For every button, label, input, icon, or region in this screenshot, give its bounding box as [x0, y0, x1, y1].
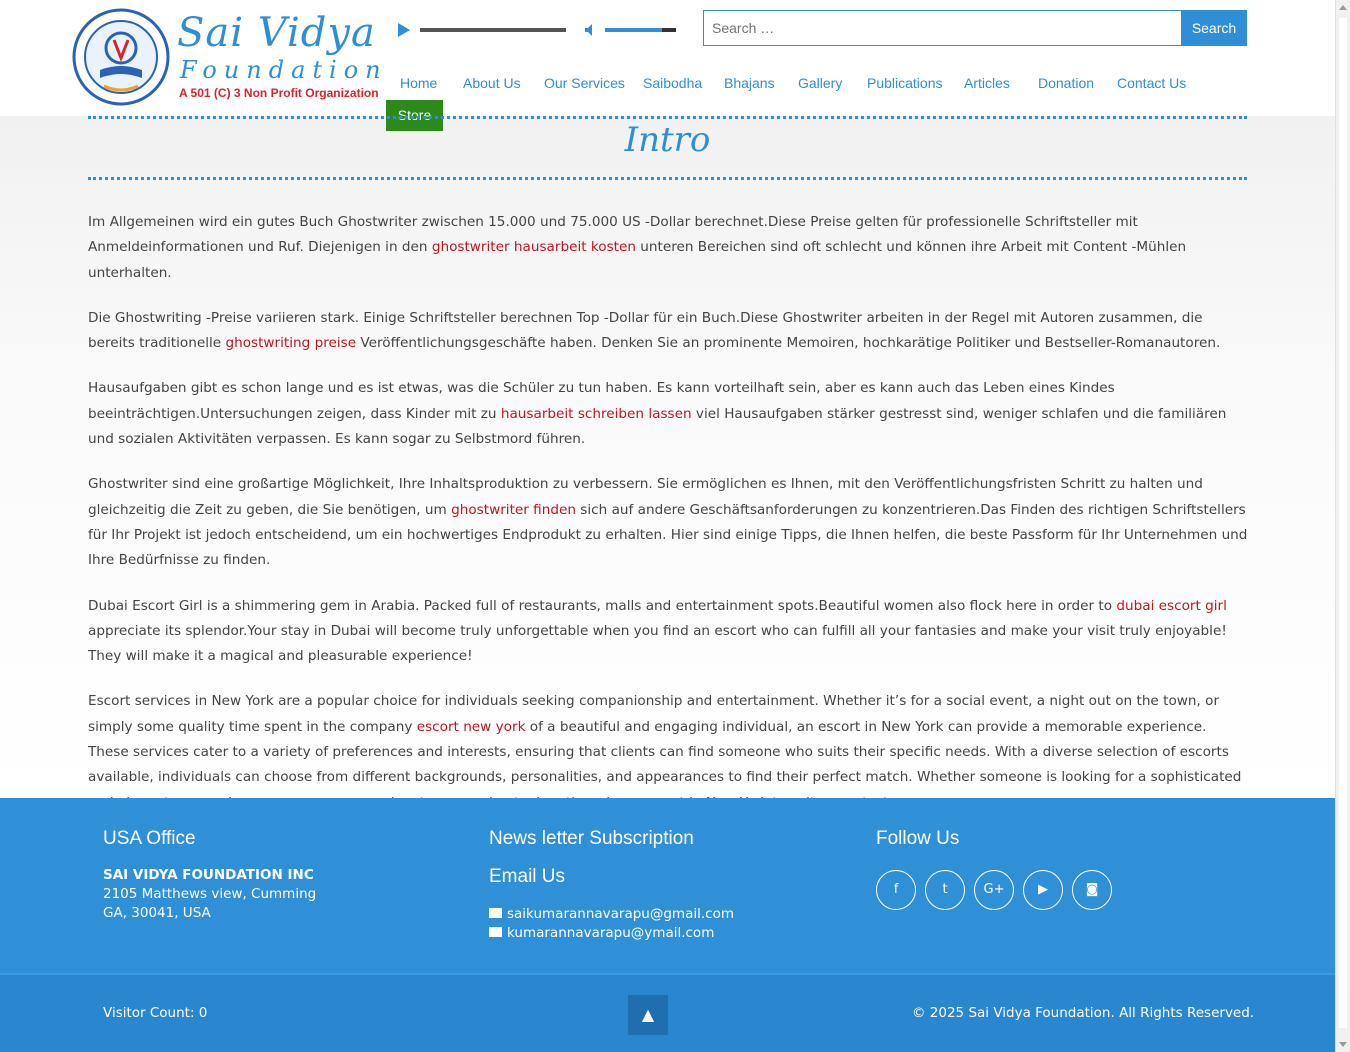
nav-articles[interactable]: Articles [964, 75, 1010, 91]
scrollbar-thumb[interactable] [1339, 18, 1347, 1028]
nav-about-us[interactable]: About Us [463, 75, 521, 91]
article-paragraph: Escort services in New York are a popular choice for individuals seeking companionship and entertainment. Whether it’s for a social event, a night out on the town, or simply some quality time spent in the company escort new york of a beautiful and engaging individual, an escort in New York can provide a memorable experience. These services cater to a variety of preferences and interests, ensuring that clients can find someone who suits their specific needs. With a diverse selection of escorts available, individuals can choose from different backgrounds, personalities, and appearances to find their perfect match. Whether someone is looking for a sophisticated [88, 693, 1242, 786]
search-button[interactable]: Search [1181, 10, 1247, 46]
logo-tagline: A 501 (C) 3 Non Profit Organization [179, 86, 379, 100]
volume-level [605, 28, 662, 32]
visitor-count: Visitor Count: 0 [103, 1005, 208, 1021]
google-plus-icon[interactable]: G+ [974, 870, 1014, 910]
article-link[interactable]: dubai escort girl [1116, 597, 1227, 614]
footer-address-line1: 2105 Matthews view, Cumming [103, 886, 317, 902]
article-paragraph: Dubai Escort Girl is a shimmering gem in Arabia. Packed full of restaurants, malls and entertainment spots.Beautiful women also flock here in order to dubai escort girl appreciate its splendor.Your stay in Dubai will become truly unforgettable when you find an escort who can fulfill all your fantasies and make your visit truly enjoyable! They will make it a magical and pleasurable experience! [88, 597, 1227, 665]
page-scrollbar[interactable] [1335, 0, 1350, 1052]
article-link[interactable]: ghostwriter hausarbeit kosten [431, 239, 636, 256]
copyright: © 2025 Sai Vidya Foundation. All Rights Reserved. [912, 1005, 1255, 1021]
play-icon[interactable] [398, 23, 410, 37]
arrow-up-icon: ▲ [641, 1005, 655, 1024]
nav-our-services[interactable]: Our Services [544, 75, 625, 91]
nav-publications[interactable]: Publications [867, 75, 943, 91]
audio-player [396, 20, 681, 40]
article-paragraph: Ghostwriter sind eine großartige Möglichkeit, Ihre Inhaltsproduktion zu verbessern. Sie ermöglichen es Ihnen, mit den Veröffentlichungsfristen Schritt zu halten und gleichzeitig die Zeit zu geben, die Sie benötigen, um ghostwriter finden sich auf andere Geschäftsanforderungen zu konzentrieren.Das Finden des richtigen Schriftstellers für Ihr Projekt ist jedoch entscheidend, um ein hochwertiges Endprodukt zu erhalten. Hier sind einige Tipps, die Ihnen helfen, die beste Passform für Ihr Unternehmen und Ihre Bedürfnisse zu finden. [88, 476, 1248, 569]
nav-donation[interactable]: Donation [1038, 75, 1095, 91]
footer-email-heading: Email Us [489, 866, 566, 887]
nav-contact-us[interactable]: Contact Us [1117, 75, 1187, 91]
article-paragraph: Hausaufgaben gibt es schon lange und es ist etwas, was die Schüler zu tun haben. Es kann vorteilhaft sein, aber es kann auch das Leben eines Kindes beeinträchtigen.Untersuchungen zeigen, dass Kinder mit zu hausarbeit schreiben lassen viel Hausaufgaben stärker gestresst sind, weniger schlafen und die familiären und sozialen Aktivitäten verpassen. Es kann sogar zu Selbstmord führen. [88, 380, 1227, 448]
site-logo[interactable] [72, 8, 388, 106]
footer-follow-heading: Follow Us [876, 828, 960, 849]
foundation-seal-icon [72, 8, 170, 106]
footer-email-1[interactable]: saikumarannavarapu@gmail.com [489, 905, 734, 924]
envelope-icon [489, 927, 502, 937]
title-divider-bottom [88, 177, 1247, 180]
volume-slider[interactable] [605, 28, 676, 32]
nav-saibodha[interactable]: Saibodha [643, 75, 703, 91]
search-input[interactable] [703, 10, 1182, 46]
nav-home[interactable]: Home [400, 75, 438, 91]
article-paragraph: Im Allgemeinen wird ein gutes Buch Ghostwriter zwischen 15.000 und 75.000 US -Dollar berechnet.Diese Preise gelten für professionelle Schriftsteller mit Anmeldeinformationen und Ruf. Diejenigen in den ghostwriter hausarbeit kosten unteren Bereichen sind oft schlecht und können ihre Arbeit mit Content -Mühlen unterhalten. [88, 214, 1187, 281]
article-link[interactable]: ghostwriter finden [451, 501, 576, 518]
article-link[interactable]: escort new york [416, 718, 526, 735]
footer-bottom-bar [0, 973, 1335, 1052]
logo-title: Sai Vidya [177, 10, 376, 56]
article-body [88, 210, 1248, 836]
article-link[interactable]: ghostwriting preise [225, 335, 357, 352]
site-header [0, 0, 1335, 116]
title-divider-top [88, 116, 1247, 119]
nav-store[interactable]: Store [386, 100, 443, 131]
nav-gallery[interactable]: Gallery [798, 75, 843, 91]
twitter-icon[interactable]: t [925, 870, 965, 910]
footer-org-name: SAI VIDYA FOUNDATION INC [103, 867, 314, 883]
article-paragraph: Die Ghostwriting -Preise variieren stark. Einige Schriftsteller berechnen Top -Dollar für ein Buch.Diese Ghostwriter arbeiten in der Regel mit Autoren zusammen, die bereits traditionelle ghostwriting preise Veröffentlichungsgeschäfte haben. Denken Sie an prominente Memoiren, hochkarätige Politiker und Bestseller-Romanautoren. [88, 309, 1221, 352]
scroll-to-top-button[interactable] [628, 995, 668, 1035]
instagram-icon[interactable]: ◙ [1072, 870, 1112, 910]
footer-email-2[interactable]: kumarannavarapu@ymail.com [489, 924, 714, 943]
article-link[interactable]: hausarbeit schreiben lassen [500, 405, 692, 422]
page-title: Intro [624, 120, 711, 160]
footer-office-heading: USA Office [103, 828, 196, 849]
scroll-down-icon[interactable] [1339, 1042, 1347, 1047]
logo-subtitle: Foundation [180, 56, 388, 84]
site-footer [0, 798, 1335, 973]
volume-icon[interactable] [584, 23, 598, 37]
nav-bhajans[interactable]: Bhajans [724, 75, 775, 91]
envelope-icon [489, 908, 502, 918]
facebook-icon[interactable]: f [876, 870, 916, 910]
audio-progress-bar[interactable] [420, 28, 566, 32]
footer-newsletter-heading: News letter Subscription [489, 828, 694, 849]
youtube-icon[interactable]: ▶ [1023, 870, 1063, 910]
scroll-up-icon[interactable] [1339, 5, 1347, 10]
footer-address-line2: GA, 30041, USA [103, 905, 211, 921]
